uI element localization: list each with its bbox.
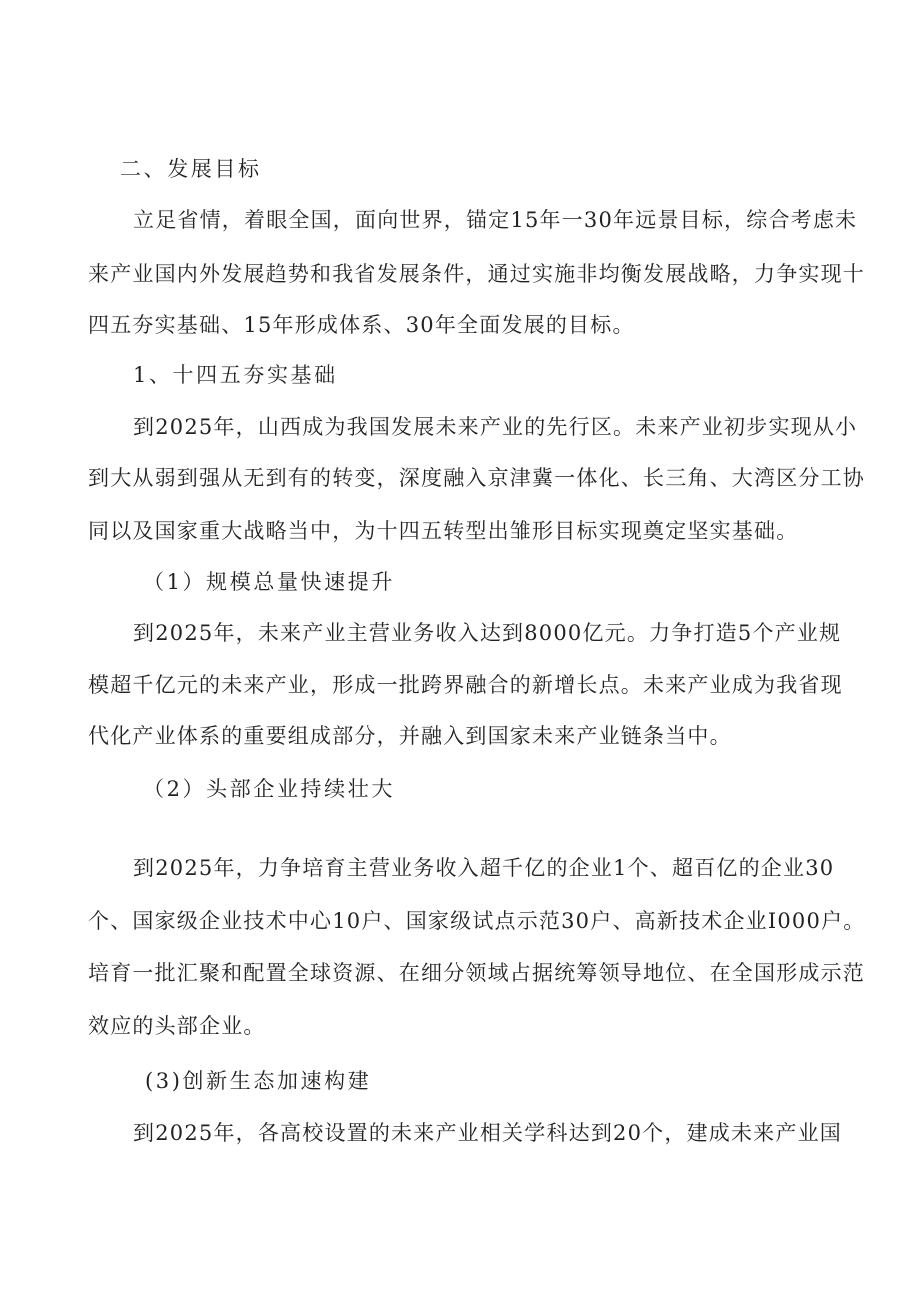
sub-para-2-line-1: 到2025年，力争培育主营业务收入超千亿的企业1个、超百亿的企业30 (133, 856, 835, 880)
subheading-2: （2）头部企业持续壮大 (143, 777, 395, 801)
para-1-line-3: 同以及国家重大战略当中，为十四五转型出雏形目标实现奠定坚实基础。 (88, 519, 799, 543)
sub-para-1-line-3: 代化产业体系的重要组成部分，并融入到国家未来产业链条当中。 (88, 724, 732, 748)
sub-para-1-line-2: 模超千亿元的未来产业，形成一批跨界融合的新增长点。未来产业成为我省现 (88, 673, 843, 697)
sub-para-1-line-1: 到2025年，未来产业主营业务收入达到8000亿元。力争打造5个产业规 (133, 621, 842, 645)
sub-para-3-line-1: 到2025年，各高校设置的未来产业相关学科达到20个，建成未来产业国 (133, 1121, 842, 1145)
section-heading: 二、发展目标 (120, 157, 262, 181)
para-1-line-2: 到大从弱到强从无到有的转变，深度融入京津冀一体化、长三角、大湾区分工协 (88, 466, 865, 490)
heading-1: 1、十四五夯实基础 (133, 363, 338, 387)
sub-para-2-line-4: 效应的头部企业。 (88, 1014, 266, 1038)
intro-line-3: 四五夯实基础、15年形成体系、30年全面发展的目标。 (88, 313, 635, 337)
intro-line-2: 来产业国内外发展趋势和我省发展条件，通过实施非均衡发展战略，力争实现十 (88, 262, 865, 286)
subheading-3: (3)创新生态加速构建 (145, 1069, 372, 1093)
subheading-1: （1）规模总量快速提升 (143, 570, 395, 594)
para-1-line-1: 到2025年，山西成为我国发展未来产业的先行区。未来产业初步实现从小 (133, 415, 858, 439)
intro-line-1: 立足省情，着眼全国，面向世界，锚定15年一30年远景目标，综合考虑未 (133, 208, 858, 232)
sub-para-2-line-3: 培育一批汇聚和配置全球资源、在细分领域占据统筹领导地位、在全国形成示范 (88, 961, 865, 985)
sub-para-2-line-2: 个、国家级企业技术中心10户、国家级试点示范30户、高新技术企业I000户。 (88, 909, 866, 933)
